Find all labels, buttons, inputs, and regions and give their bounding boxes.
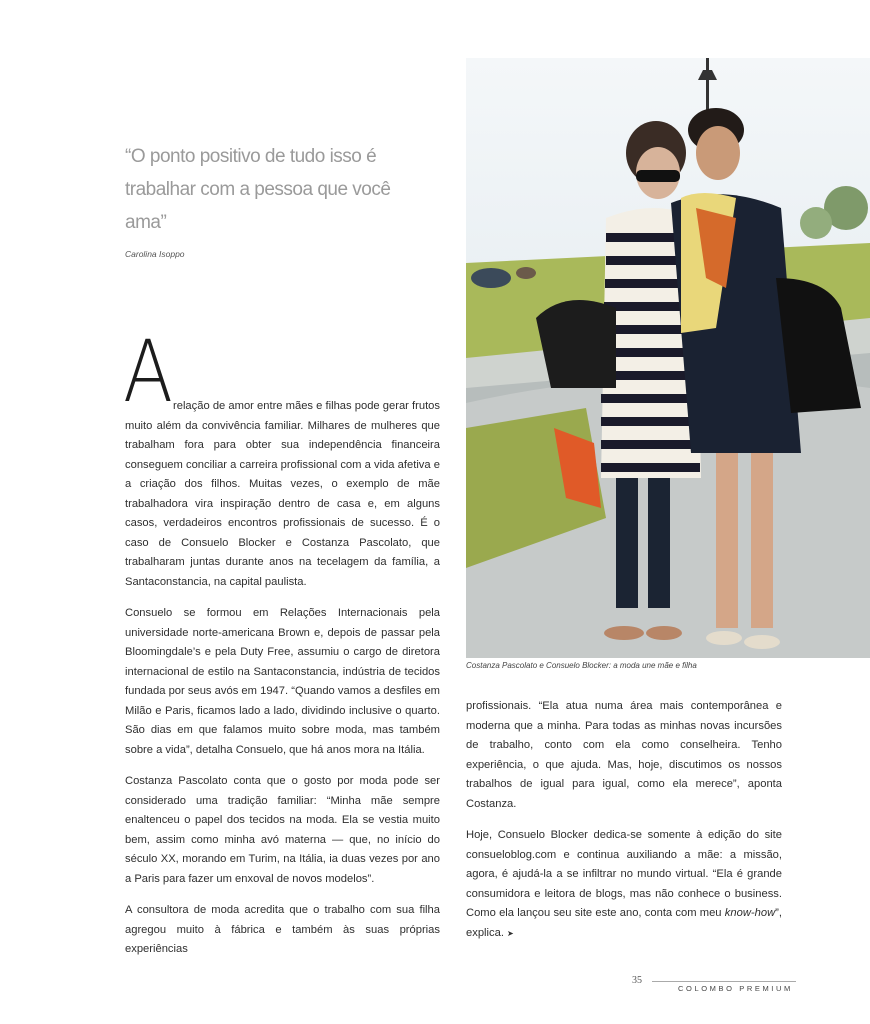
article-paragraph-6-italic: know-how — [724, 907, 776, 919]
article-paragraph-3: Costanza Pascolato conta que o gosto por moda pode ser considerado uma tradição familiar: “Minha mãe sempre enaltenceu o papel dos tecidos na moda. Ela se vestia muito bem, assim como minha avó materna — que, no início do século XX, morando em Turim, na Itália, ia duas vezes por ano a Paris para fazer um enxoval de novos modelos”. — [125, 775, 440, 885]
article-paragraph-2: Consuelo se formou em Relações Internacionais pela universidade norte-americana Brown e, depois de passar pela Bloomingdale’s e pela Duty Free, assumiu o cargo de diretora internacional de estilo na Santaconstancia, indústria de tecidos fundada por seus avós em 1947. “Quando vamos a desfiles em Milão e Paris, ficamos lado a lado, dividindo inclusive o quarto. São dias em que falamos muito sobre moda, mas também sobre a vida”, detalha Consuelo, que há anos mora na Itália. — [125, 607, 440, 756]
article-column-left — [123, 322, 440, 972]
article-photo — [466, 58, 870, 658]
article-paragraph-6-text-a: Hoje, Consuelo Blocker dedica-se somente à edição do site consueloblog.com e continua auxiliando a mãe: a missão, agora, é ajudá-la a se infiltrar no mundo virtual. “Ela é grande consumidora e leitora de blogs, mas não conhece o business. Como ela lançou seu site este ano, conta com meu — [466, 829, 782, 919]
article-paragraph-5: profissionais. “Ela atua numa área mais contemporânea e moderna que a minha. Para todas as minhas novas incursões de trabalho, conto com ela como conselheira. Tenho experiência, o que ajuda. Mas, hoje, discutimos os nossos trabalhos de igual para igual, como ela merece”, aponta Costanza. — [466, 700, 782, 810]
dropcap-letter: A — [123, 322, 174, 422]
end-mark-icon: ➤ — [507, 928, 514, 938]
photo-illustration — [466, 58, 870, 658]
pull-quote-author: Carolina Isoppo — [125, 249, 185, 259]
article-paragraph-4: A consultora de moda acredita que o trabalho com sua filha agregou muito à fábrica e também às suas próprias experiências — [125, 904, 440, 955]
pull-quote-text: “O ponto positivo de tudo isso é trabalhar com a pessoa que você ama” — [125, 146, 391, 233]
page-number: 35 — [632, 975, 642, 986]
footer-rule — [652, 981, 796, 982]
dropcap-container — [123, 322, 440, 422]
article-paragraph-1 — [125, 397, 440, 592]
article-column-right — [466, 697, 782, 955]
article-paragraph-6-text-b: ”, explica. — [466, 907, 782, 939]
article-paragraph-1-text: relação de amor entre mães e filhas pode gerar frutos muito além da convivência familiar. Milhares de mulheres que trabalham fora para obter sua independência financeira conseguem conciliar a carreira profissional com a vida afetiva e a criação dos filhos. Muitas vezes, o exemplo de mãe trabalhadora vira inspiração dentro de casa e, em alguns casos, verdadeiros encontros profissionais de sucesso. É o caso de Consuelo Blocker e Costanza Pascolato, que trabalharam juntas durante anos na tecelagem da família, a Santaconstancia, na capital paulista. — [125, 400, 440, 588]
article-paragraph-6 — [466, 826, 782, 943]
photo-caption: Costanza Pascolato e Consuelo Blocker: a moda une mãe e filha — [466, 661, 697, 670]
pull-quote — [125, 140, 425, 259]
publication-name: COLOMBO PREMIUM — [678, 984, 793, 993]
